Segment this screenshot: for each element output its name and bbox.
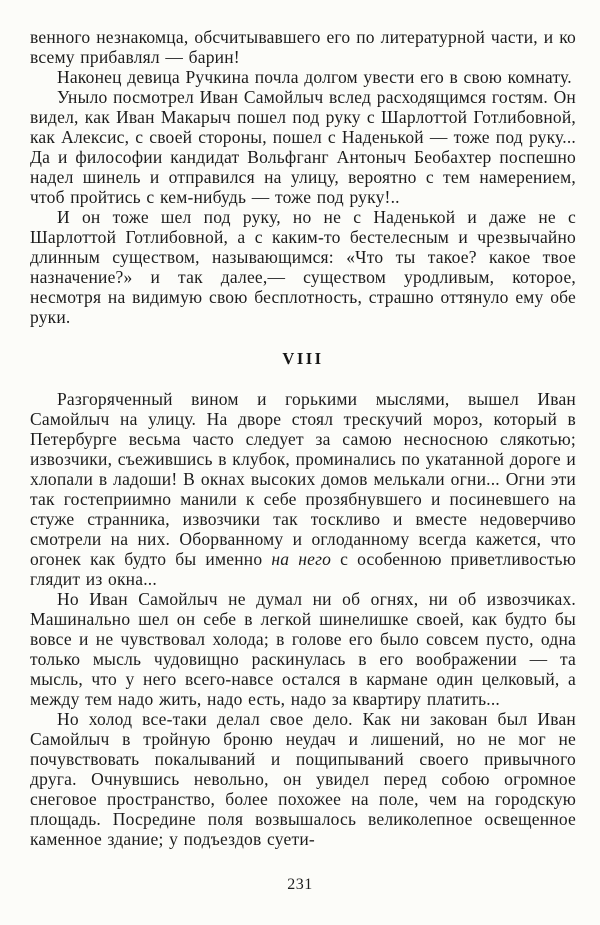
italic-phrase: на него xyxy=(271,549,332,569)
section-heading: VIII xyxy=(282,349,324,368)
paragraph-text: с особенною приветливостью глядит из окна... xyxy=(30,549,576,589)
paragraph xyxy=(30,389,576,589)
paragraph: Уныло посмотрел Иван Самойлыч вслед расходящимся гостям. Он видел, как Иван Макарыч пошел под руку с Шарлоттой Готлибовной, как Алексис, с своей стороны, пошел с Наденькой — тоже под руку... Да и философии кандидат Вольфганг Антоныч Беобахтер поспешно надел шинель и отправился на улицу, вероятно с тем намерением, чтоб пройтись с кем-нибудь — тоже под руку!.. xyxy=(30,87,576,207)
text-block xyxy=(30,27,576,849)
paragraph-text: Разгоряченный вином и горькими мыслями, вышел Иван Самойлыч на улицу. На дворе стоял трескучий мороз, который в Петербурге весьма часто следует за самою несносною слякотью; извозчики, съежившись в клубок, проминались по укатанной дороге и хлопали в ладоши! В окнах высоких домов мелькали огни... Огни эти так гостеприимно манили к себе прозябнувшего и посиневшего на стуже странника, извозчики так тоскливо и вместе недоверчиво смотрели на них. Оборванному и оглоданному всегда кажется, что огонек как будто бы именно xyxy=(30,389,576,569)
paragraph: Но Иван Самойлыч не думал ни об огнях, ни об извозчиках. Машинально шел он себе в легкой шинелишке своей, как будто бы вовсе и не чувствовал холода; в голове его было совсем пусто, одна только мысль чудовищно раскинулась в его воображении — та мысль, что у него всего-навсе остался в кармане один целковый, а между тем надо жить, надо есть, надо за квартиру платить... xyxy=(30,589,576,709)
paragraph: И он тоже шел под руку, но не с Наденькой и даже не с Шарлоттой Готлибовной, а с каким-то бестелесным и чрезвычайно длинным существом, называющимся: «Что ты такое? какое твое назначение?» и так далее,— существом уродливым, которое, несмотря на видимую свою бесплотность, страшно оттянуло ему обе руки. xyxy=(30,207,576,327)
paragraph: Наконец девица Ручкина почла долгом увести его в свою комнату. xyxy=(57,67,572,87)
paragraph: Но холод все-таки делал свое дело. Как ни закован был Иван Самойлыч в тройную броню неудач и лишений, но не мог не почувствовать покалываний и пощипываний своего привычного друга. Очнувшись невольно, он увидел перед собою огромное снеговое пространство, более похожее на поле, чем на городскую площадь. Посредине поля возвышалось великолепное освещенное каменное здание; у подъездов суети- xyxy=(30,709,576,849)
paragraph-continuation: венного незнакомца, обсчитывавшего его по литературной части, и ко всему прибавлял — барин! xyxy=(30,27,576,67)
page-number: 231 xyxy=(287,876,313,893)
